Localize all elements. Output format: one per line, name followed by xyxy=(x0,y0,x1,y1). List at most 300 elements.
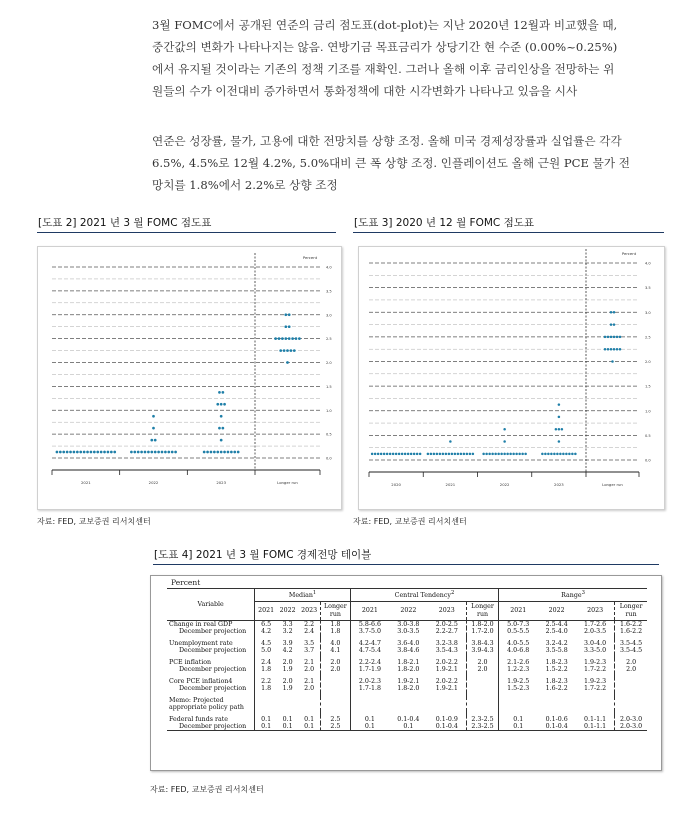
table-cell: 0.1-0.4 xyxy=(397,716,420,723)
table-cell: 2.2 xyxy=(304,621,315,628)
row-label: December projection xyxy=(167,723,255,731)
participant-dot xyxy=(448,453,451,456)
table-cell: 1.9-2.3 xyxy=(584,659,607,666)
participant-dot xyxy=(295,337,298,340)
participant-dot xyxy=(96,451,99,454)
table-cell: 0.1 xyxy=(499,723,538,731)
table-cell: 3.0-3.8 xyxy=(397,621,420,628)
table-cell: 1.7-2.2 xyxy=(584,666,607,673)
participant-dot xyxy=(227,451,230,454)
participant-dot xyxy=(466,453,469,456)
table-cell: 1.9-2.1 xyxy=(435,666,458,673)
x-tick-label: Longer run xyxy=(602,482,623,487)
row-label: December projection xyxy=(179,666,247,673)
participant-dot xyxy=(503,453,506,456)
table-cell: 2.0 xyxy=(282,659,293,666)
participant-dot xyxy=(93,451,96,454)
table-cell: 1.9 xyxy=(282,685,293,692)
table-cell: 3.2 xyxy=(282,628,293,635)
participant-dot xyxy=(110,451,113,454)
table-row xyxy=(167,628,647,635)
table-cell: 2.0 xyxy=(282,678,293,685)
participant-dot xyxy=(491,453,494,456)
table-cell: 4.0 xyxy=(320,640,350,647)
table-cell: 1.8 xyxy=(255,685,277,692)
participant-dot xyxy=(503,440,506,443)
row-label: Core PCE inflation4 xyxy=(169,678,233,685)
participant-dot xyxy=(62,451,65,454)
participant-dot xyxy=(419,453,422,456)
table-cell: 1.8-2.0 xyxy=(397,685,420,692)
participant-dot xyxy=(206,451,209,454)
column-header: 2022 xyxy=(279,607,296,614)
participant-dot xyxy=(439,453,442,456)
table-cell: 0.1 xyxy=(499,716,538,723)
participant-dot xyxy=(298,337,301,340)
table-cell: 2.0 xyxy=(304,685,315,692)
row-label: Memo: Projected appropriate policy path xyxy=(169,697,244,711)
table-row xyxy=(167,659,647,666)
table-cell: 0.1 xyxy=(282,716,293,723)
table-cell: 0.1-0.6 xyxy=(545,716,568,723)
participant-dot xyxy=(213,451,216,454)
table-cell: 2.4 xyxy=(304,628,315,635)
participant-dot xyxy=(374,453,377,456)
participant-dot xyxy=(130,451,133,454)
participant-dot xyxy=(167,451,170,454)
participant-dot xyxy=(463,453,466,456)
participant-dot xyxy=(56,451,59,454)
column-header: 2022 xyxy=(548,607,565,614)
participant-dot xyxy=(410,453,413,456)
text-line: 연준은 성장률, 물가, 고용에 대한 전망치를 상향 조정. 올해 미국 경제성장률과 실업률은 각각 xyxy=(152,134,622,148)
participant-dot xyxy=(100,451,103,454)
participant-dot xyxy=(66,451,69,454)
participant-dot xyxy=(220,415,223,418)
participant-dot xyxy=(558,440,561,443)
participant-dot xyxy=(174,451,177,454)
table-cell xyxy=(615,678,647,685)
participant-dot xyxy=(288,337,291,340)
table-cell: 0.1-0.4 xyxy=(428,723,467,731)
table-cell xyxy=(466,678,498,685)
participant-dot xyxy=(442,453,445,456)
row-label: Federal funds rate xyxy=(169,716,229,723)
participant-dot xyxy=(69,451,72,454)
table-cell: 2.0-3.0 xyxy=(615,723,647,731)
participant-dot xyxy=(293,349,296,352)
table-cell: 4.7-5.4 xyxy=(350,647,389,654)
participant-dot xyxy=(377,453,380,456)
column-header: 2023 xyxy=(587,607,604,614)
table-cell: 4.0-6.8 xyxy=(499,647,538,654)
participant-dot xyxy=(451,453,454,456)
table-cell: 1.2-2.3 xyxy=(499,666,538,673)
table-cell: 2.0 xyxy=(466,659,498,666)
table-cell xyxy=(320,685,350,692)
participant-dot xyxy=(222,391,225,394)
table-cell: 2.0-3.0 xyxy=(615,716,647,723)
participant-dot xyxy=(607,348,610,351)
table-cell xyxy=(320,678,350,685)
text-line: 중간값의 변화가 나타나지는 않음. 연방기금 목표금리가 상당기간 현 수준 (0.00%~0.25%) xyxy=(152,40,618,54)
table-cell xyxy=(298,697,320,711)
participant-dot xyxy=(380,453,383,456)
table-cell: 3.0-4.0 xyxy=(584,640,607,647)
participant-dot xyxy=(386,453,389,456)
participant-dot xyxy=(488,453,491,456)
column-header: 2023 xyxy=(301,607,318,614)
fig3-title: [도표 3] 2020 년 12 월 FOMC 점도표 xyxy=(353,214,664,233)
table-cell: 1.8-2.0 xyxy=(466,621,498,629)
participant-dot xyxy=(558,416,561,419)
participant-dot xyxy=(147,451,150,454)
participant-dot xyxy=(59,451,62,454)
y-tick-label: 3.0 xyxy=(326,313,332,318)
participant-dot xyxy=(144,451,147,454)
participant-dot xyxy=(619,348,622,351)
participant-dot xyxy=(383,453,386,456)
participant-dot xyxy=(281,337,284,340)
participant-dot xyxy=(506,453,509,456)
fed-dot-plot-2020-december xyxy=(359,247,664,509)
table-unit: Percent xyxy=(171,578,201,587)
table-row xyxy=(167,723,647,731)
table-cell: 1.8-2.3 xyxy=(545,678,568,685)
table-cell: 1.9-2.1 xyxy=(397,678,420,685)
participant-dot xyxy=(607,336,610,339)
participant-dot xyxy=(154,451,157,454)
participant-dot xyxy=(220,439,223,442)
participant-dot xyxy=(291,337,294,340)
participant-dot xyxy=(290,349,293,352)
participant-dot xyxy=(521,453,524,456)
table-cell: 1.9-2.3 xyxy=(584,678,607,685)
participant-dot xyxy=(288,325,291,328)
participant-dot xyxy=(497,453,500,456)
participant-dot xyxy=(610,323,613,326)
table-cell: 3.8-4.3 xyxy=(466,640,498,647)
participant-dot xyxy=(210,451,213,454)
table-cell: 2.0 xyxy=(320,666,350,673)
table-cell: 1.8 xyxy=(320,628,350,635)
participant-dot xyxy=(389,453,392,456)
participant-dot xyxy=(401,453,404,456)
table-cell: 4.1 xyxy=(320,647,350,654)
participant-dot xyxy=(220,403,223,406)
fig4-source: 자료: FED, 교보증권 리서치센터 xyxy=(150,785,264,794)
x-tick-label: 2022 xyxy=(499,482,510,487)
participant-dot xyxy=(283,349,286,352)
participant-dot xyxy=(445,453,448,456)
fig3-chart-panel xyxy=(358,246,665,510)
table-cell xyxy=(615,685,647,692)
table-cell: 1.8 xyxy=(320,621,350,629)
table-cell: 0.1-1.1 xyxy=(584,716,607,723)
table-cell: 2.0-2.5 xyxy=(435,621,458,628)
y-tick-label: 2.0 xyxy=(645,360,651,364)
y-tick-label: 1.0 xyxy=(326,408,332,413)
participant-dot xyxy=(494,453,497,456)
table-cell: 1.9-2.1 xyxy=(435,685,458,692)
table-cell: 2.1 xyxy=(304,659,315,666)
fig2-source: 자료: FED, 교보증권 리서치센터 xyxy=(37,517,151,526)
x-tick-label: Longer run xyxy=(277,480,298,485)
text-line: 6.5%, 4.5%로 12월 4.2%, 5.0%대비 큰 폭 상향 조정. 인플레이션도 올해 근원 PCE 물가 전 xyxy=(152,156,630,170)
table-cell: 1.8-2.1 xyxy=(397,659,420,666)
table-row xyxy=(167,685,647,692)
participant-dot xyxy=(150,439,153,442)
table-cell: 1.5-2.2 xyxy=(545,666,568,673)
participant-dot xyxy=(284,325,287,328)
participant-dot xyxy=(544,453,547,456)
table-cell: 3.9 xyxy=(282,640,293,647)
participant-dot xyxy=(604,336,607,339)
table-cell xyxy=(320,697,350,711)
column-header: 2022 xyxy=(400,607,417,614)
table-cell: 2.0 xyxy=(615,659,647,666)
intro-paragraph xyxy=(152,14,664,102)
table-cell xyxy=(389,697,428,711)
table-cell: 3.5-4.5 xyxy=(615,647,647,654)
table-cell xyxy=(499,697,538,711)
table-row xyxy=(167,678,647,685)
participant-dot xyxy=(469,453,472,456)
column-header: 2021 xyxy=(499,602,538,621)
participant-dot xyxy=(222,427,225,430)
y-tick-label: 3.5 xyxy=(326,289,332,294)
table-cell: 6.5 xyxy=(255,621,277,629)
table-cell: 0.1 xyxy=(350,716,389,723)
table-cell: 2.0-2.2 xyxy=(435,659,458,666)
participant-dot xyxy=(286,361,289,364)
fig2-chart-panel xyxy=(37,246,342,510)
table-cell: 5.8-6.6 xyxy=(350,621,389,629)
y-tick-label: 1.0 xyxy=(645,409,651,414)
table-cell: 3.2-4.2 xyxy=(545,640,568,647)
participant-dot xyxy=(558,428,561,431)
participant-dot xyxy=(237,451,240,454)
table-cell: 2.5-4.0 xyxy=(545,628,568,635)
participant-dot xyxy=(619,336,622,339)
participant-dot xyxy=(79,451,82,454)
fig2-title: [도표 2] 2021 년 3 월 FOMC 점도표 xyxy=(37,214,336,233)
table-cell: 0.1 xyxy=(304,716,315,723)
table-cell: 0.1-0.9 xyxy=(435,716,458,723)
table-cell: 4.2 xyxy=(255,628,277,635)
table-cell: 2.0 xyxy=(615,666,647,673)
participant-dot xyxy=(611,360,614,363)
table-cell: 4.0-5.5 xyxy=(499,640,538,647)
participant-dot xyxy=(610,348,613,351)
y-tick-label: 2.5 xyxy=(326,337,332,342)
table-cell: 0.1 xyxy=(255,723,277,731)
row-label: Unemployment rate xyxy=(169,640,233,647)
participant-dot xyxy=(574,453,577,456)
y-tick-label: 1.5 xyxy=(326,384,332,389)
participant-dot xyxy=(454,453,457,456)
table-cell: 2.2-2.4 xyxy=(350,659,389,666)
table-cell: 2.2 xyxy=(255,678,277,685)
economic-projections-table xyxy=(167,588,647,731)
participant-dot xyxy=(433,453,436,456)
participant-dot xyxy=(107,451,110,454)
table-cell: 1.7-1.9 xyxy=(350,666,389,673)
participant-dot xyxy=(371,453,374,456)
participant-dot xyxy=(286,349,289,352)
participant-dot xyxy=(613,323,616,326)
table-cell: 4.2-4.7 xyxy=(350,640,389,647)
participant-dot xyxy=(288,313,291,316)
row-label: December projection xyxy=(179,628,247,635)
participant-dot xyxy=(171,451,174,454)
participant-dot xyxy=(558,403,561,406)
table-cell: 0.1-0.4 xyxy=(537,723,576,731)
table-cell: 0.1-1.1 xyxy=(576,723,615,731)
median-header: Median$^1$ xyxy=(255,589,351,602)
participant-dot xyxy=(541,453,544,456)
table-cell: 2.5-4.4 xyxy=(545,621,568,628)
table-cell: 0.1 xyxy=(389,723,428,731)
column-header: Longer run xyxy=(320,602,350,621)
table-cell xyxy=(576,697,615,711)
participant-dot xyxy=(218,391,221,394)
y-unit-label: Percent xyxy=(302,255,318,260)
table-cell: 0.1 xyxy=(350,723,389,731)
x-tick-label: 2022 xyxy=(148,480,159,485)
participant-dot xyxy=(279,349,282,352)
table-cell xyxy=(615,697,647,711)
participant-dot xyxy=(392,453,395,456)
y-tick-label: 0.0 xyxy=(326,456,332,461)
outlook-paragraph xyxy=(152,130,664,196)
participant-dot xyxy=(86,451,89,454)
participant-dot xyxy=(73,451,76,454)
text-line: 에서 유지될 것이라는 기존의 정책 기조를 재확인. 그러나 올해 이후 금리인상을 전망하는 위 xyxy=(152,62,615,76)
participant-dot xyxy=(559,453,562,456)
participant-dot xyxy=(553,453,556,456)
text-line: 3월 FOMC에서 공개된 연준의 금리 점도표(dot-plot)는 지난 2020년 12월과 비교했을 때, xyxy=(152,18,618,32)
central-tendency-header: Central Tendency$^2$ xyxy=(350,589,498,602)
participant-dot xyxy=(568,453,571,456)
table-cell: 1.6-2.2 xyxy=(545,685,568,692)
participant-dot xyxy=(407,453,410,456)
participant-dot xyxy=(604,348,607,351)
participant-dot xyxy=(616,348,619,351)
participant-dot xyxy=(610,336,613,339)
participant-dot xyxy=(436,453,439,456)
table-cell: 2.2-2.7 xyxy=(435,628,458,635)
table-cell: 3.5 xyxy=(304,640,315,647)
table-cell: 2.0-2.3 xyxy=(350,678,389,685)
table-cell: 1.6-2.2 xyxy=(615,621,647,629)
participant-dot xyxy=(278,337,281,340)
row-label: Change in real GDP xyxy=(169,621,233,628)
x-tick-label: 2023 xyxy=(554,482,564,487)
participant-dot xyxy=(203,451,206,454)
fig4-title: [도표 4] 2021 년 3 월 FOMC 경제전망 테이블 xyxy=(153,546,659,565)
participant-dot xyxy=(152,415,155,418)
table-cell: 2.3-2.5 xyxy=(466,723,498,731)
participant-dot xyxy=(460,453,463,456)
table-cell: 4.5 xyxy=(255,640,277,647)
table-cell xyxy=(255,697,277,711)
table-cell: 2.4 xyxy=(255,659,277,666)
table-row xyxy=(167,666,647,673)
table-row xyxy=(167,716,647,723)
participant-dot xyxy=(137,451,140,454)
table-cell: 0.1 xyxy=(255,716,277,723)
x-tick-label: 2023 xyxy=(216,480,227,485)
participant-dot xyxy=(113,451,116,454)
table-cell: 5.0 xyxy=(255,647,277,654)
y-tick-label: 1.5 xyxy=(645,384,651,389)
participant-dot xyxy=(218,427,221,430)
table-cell: 3.3-5.0 xyxy=(584,647,607,654)
participant-dot xyxy=(223,403,226,406)
participant-dot xyxy=(500,453,503,456)
table-cell: 2.5 xyxy=(320,723,350,731)
participant-dot xyxy=(565,453,568,456)
participant-dot xyxy=(216,451,219,454)
participant-dot xyxy=(556,453,559,456)
participant-dot xyxy=(83,451,86,454)
participant-dot xyxy=(220,451,223,454)
participant-dot xyxy=(430,453,433,456)
table-cell: 2.1 xyxy=(304,678,315,685)
participant-dot xyxy=(395,453,398,456)
table-cell xyxy=(466,685,498,692)
participant-dot xyxy=(457,453,460,456)
participant-dot xyxy=(562,453,565,456)
table-cell: 3.2-3.8 xyxy=(435,640,458,647)
participant-dot xyxy=(157,451,160,454)
table-cell: 2.0 xyxy=(466,666,498,673)
participant-dot xyxy=(230,451,233,454)
variable-header: Variable xyxy=(167,589,255,621)
row-label: PCE inflation xyxy=(169,659,212,666)
table-cell: 1.9 xyxy=(282,666,293,673)
y-tick-label: 2.0 xyxy=(326,361,332,365)
participant-dot xyxy=(398,453,401,456)
table-cell: 1.8-2.0 xyxy=(397,666,420,673)
table-cell xyxy=(537,697,576,711)
table-cell: 2.0-2.2 xyxy=(435,678,458,685)
participant-dot xyxy=(613,311,616,314)
table-cell: 0.1 xyxy=(277,723,299,731)
table-cell: 2.5 xyxy=(320,716,350,723)
participant-dot xyxy=(90,451,93,454)
participant-dot xyxy=(503,428,506,431)
table-cell: 3.8-4.6 xyxy=(397,647,420,654)
participant-dot xyxy=(509,453,512,456)
table-cell: 2.0 xyxy=(320,659,350,666)
participant-dot xyxy=(518,453,521,456)
participant-dot xyxy=(284,313,287,316)
y-tick-label: 2.5 xyxy=(645,335,651,340)
participant-dot xyxy=(482,453,485,456)
y-tick-label: 4.0 xyxy=(326,265,332,270)
participant-dot xyxy=(571,453,574,456)
participant-dot xyxy=(103,451,106,454)
y-tick-label: 0.5 xyxy=(645,433,651,438)
table-row xyxy=(167,647,647,654)
table-cell: 2.1-2.6 xyxy=(499,659,538,666)
row-label: December projection xyxy=(179,647,247,654)
participant-dot xyxy=(233,451,236,454)
table-cell xyxy=(428,697,467,711)
table-row xyxy=(167,640,647,647)
